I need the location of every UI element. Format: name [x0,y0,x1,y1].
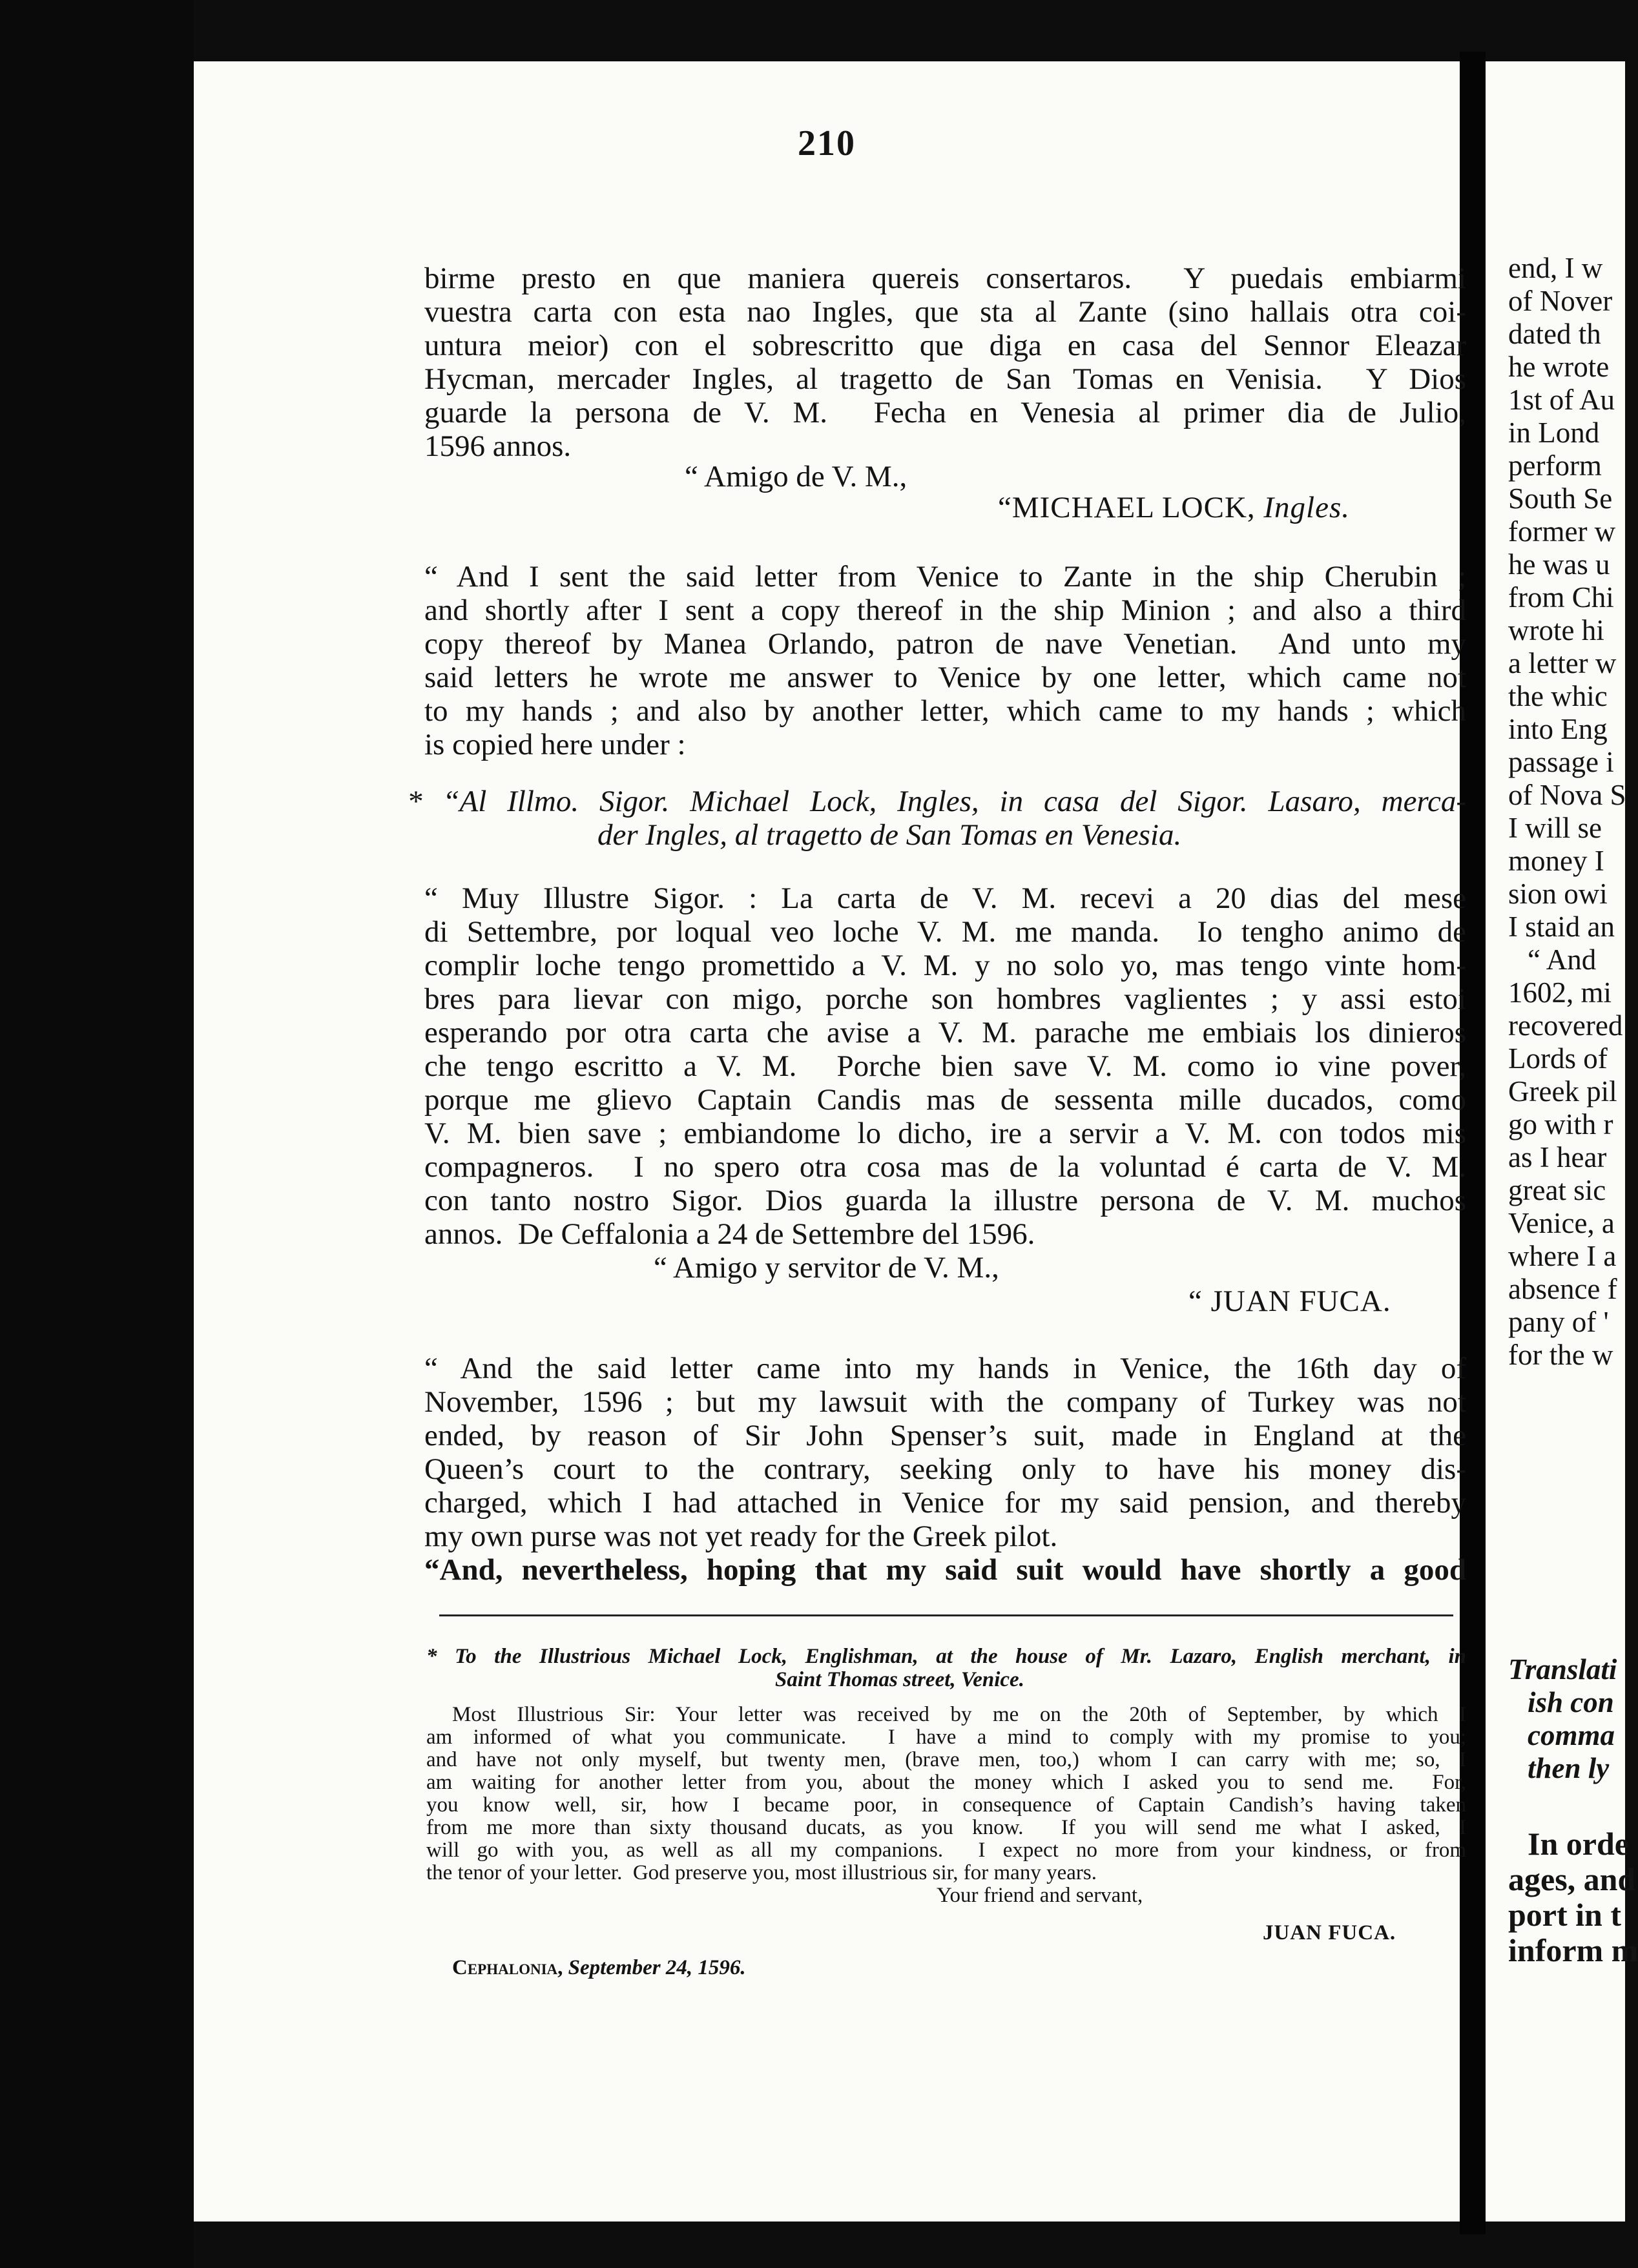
text-line: “ And the said letter came into my hands in Venice, the 16th day of [424,1352,1466,1385]
text-line: porque me glievo Captain Candis mas de sessenta mille ducados, como [424,1083,1466,1117]
right-text-line: I staid an [1508,911,1615,943]
text-line: “ And I sent the said letter from Venice to Zante in the ship Cherubin ; [424,560,1466,593]
right-text-line: wrote hi [1508,614,1604,646]
text-line: November, 1596 ; but my lawsuit with the company of Turkey was not [424,1385,1466,1419]
text-line: to my hands ; and also by another letter, which came to my hands ; which [424,694,1466,728]
signature [998,491,1350,524]
text-line: complir loche tengo promettido a V. M. y no solo yo, mas tengo vinte hom- [424,949,1466,982]
right-text-line: a letter w [1508,647,1617,679]
scan-border-left [0,0,194,2268]
right-text-line: ish con [1528,1686,1614,1718]
footnote-rule [439,1614,1453,1616]
text-line: compagneros. I no spero otra cosa mas de la voluntad é carta de V. M. [424,1150,1466,1184]
right-text-line: former w [1508,515,1616,548]
right-text-line: he wrote [1508,351,1610,383]
text-line: esperando por otra carta che avise a V. M. parache me embiais los dinieros [424,1016,1466,1049]
right-page [1486,61,1638,2222]
text-line: Queen’s court to the contrary, seeking only to have his money dis- [424,1452,1466,1486]
text-line: bres para lievar con migo, porche son hombres vaglientes ; y assi estoi [424,982,1466,1016]
right-text-line: as I hear [1508,1141,1607,1173]
footnote-heading: * To the Illustrious Michael Lock, Englishman, at the house of Mr. Lazaro, English merchant, in [426,1645,1466,1668]
salutation: “ Amigo y servitor de V. M., [654,1251,999,1284]
right-text-line: from Chi [1508,581,1614,613]
letter-address: der Ingles, al tragetto de San Tomas en Venesia. [597,818,1182,852]
text-line: is copied here under : [424,728,686,761]
footnote-dateline [452,1957,746,1979]
right-text-line: into Eng [1508,713,1608,745]
footnote-line: the tenor of your letter. God preserve you, most illustrious sir, for many years. [426,1861,1097,1884]
left-page-text [194,0,1466,2268]
right-text-line: he was u [1508,548,1610,581]
text-line: vuestra carta con esta nao Ingles, que sta al Zante (sino hallais otra coi- [424,295,1466,329]
right-text-line: In orde [1528,1826,1629,1862]
right-text-line: of Nover [1508,285,1613,317]
right-text-line: sion owi [1508,878,1608,910]
footnote-place: Cephalonia, [452,1956,563,1979]
signature-name: “MICHAEL LOCK, [998,491,1256,524]
text-line: copy thereof by Manea Orlando, patron de nave Venetian. And unto my [424,627,1466,661]
footnote-date: September 24, 1596. [568,1956,746,1979]
right-text-line: Venice, a [1508,1207,1615,1239]
text-line: Hycman, mercader Ingles, al tragetto de San Tomas en Venisia. Y Dios [424,362,1466,396]
right-text-line: Greek pil [1508,1075,1617,1108]
right-text-line: perform [1508,449,1602,482]
right-text-line: great sic [1508,1174,1606,1206]
signature-nationality: Ingles. [1263,491,1351,524]
right-text-line: of Nova S [1508,779,1626,811]
footnote-signature: JUAN FUCA. [1263,1921,1396,1944]
text-line: untura meior) con el sobrescritto que diga en casa del Sennor Eleazar [424,329,1466,362]
right-text-line: recovered [1508,1009,1623,1042]
text-line: annos. De Ceffalonia a 24 de Settembre del 1596. [424,1217,1035,1251]
text-line: 1596 annos. [424,429,572,463]
right-text-line: port in t [1508,1897,1621,1933]
text-line: birme presto en que maniera quereis consertaros. Y puedais embiarmi [424,262,1466,295]
letter-address: * “Al Illmo. Sigor. Michael Lock, Ingles, in casa del Sigor. Lasaro, merca- [407,785,1466,818]
right-text-line: then ly [1528,1752,1610,1784]
text-line: charged, which I had attached in Venice for my said pension, and thereby [424,1486,1466,1520]
right-text-line: the whic [1508,680,1608,712]
right-text-line: inform m [1508,1932,1638,1968]
footnote-line: from me more than sixty thousand ducats, as you know. If you will send me what I asked, I [426,1816,1466,1839]
text-line: “And, nevertheless, hoping that my said suit would have shortly a good [424,1553,1466,1587]
page-number: 210 [798,123,856,163]
text-line: di Settembre, por loqual veo loche V. M. me manda. Io tengho animo de [424,915,1466,949]
right-text-line: in Lond [1508,417,1600,449]
right-text-line: absence f [1508,1273,1617,1305]
right-text-line: passage i [1508,746,1614,778]
footnote-line: Most Illustrious Sir: Your letter was received by me on the 20th of September, by which I [452,1703,1466,1726]
right-text-line: go with r [1508,1108,1613,1140]
text-line: ended, by reason of Sir John Spenser’s suit, made in England at the [424,1419,1466,1452]
text-line: che tengo escritto a V. M. Porche bien save V. M. como io vine pover, [424,1049,1466,1083]
text-line: con tanto nostro Sigor. Dios guarda la illustre persona de V. M. muchos [424,1184,1466,1217]
right-text-line: where I a [1508,1240,1617,1272]
right-text-line: ages, and [1508,1861,1636,1897]
footnote-closing: Your friend and servant, [937,1884,1143,1907]
right-text-line: money I [1508,845,1604,877]
footnote-line: and have not only myself, but twenty men, (brave men, too,) whom I can carry with me; so, I [426,1748,1466,1771]
footnote-line: will go with you, as well as all my companions. I expect no more from your kindness, or from [426,1839,1466,1862]
right-text-line: South Se [1508,482,1613,515]
right-text-line: for the w [1508,1339,1613,1371]
text-line: “ Muy Illustre Sigor. : La carta de V. M. recevi a 20 dias del mese [424,881,1466,915]
footnote-heading: Saint Thomas street, Venice. [775,1668,1024,1691]
footnote-line: you know well, sir, how I became poor, in consequence of Captain Candish’s having taken [426,1793,1466,1817]
footnote-line: am waiting for another letter from you, about the money which I asked you to send me. For, [426,1771,1466,1794]
text-line: and shortly after I sent a copy thereof in the ship Minion ; and also a third [424,593,1466,627]
right-text-line: comma [1528,1719,1615,1751]
right-text-line: end, I w [1508,252,1603,284]
salutation: “ Amigo de V. M., [685,460,907,493]
signature: “ JUAN FUCA. [1188,1284,1391,1318]
right-text-line: Translati [1508,1653,1617,1686]
footnote-line: am informed of what you communicate. I have a mind to comply with my promise to you; [426,1726,1466,1749]
right-text-line: I will se [1508,812,1602,844]
right-text-line: “ And [1528,943,1597,976]
text-line: said letters he wrote me answer to Venice by one letter, which came not [424,661,1466,694]
text-line: my own purse was not yet ready for the Greek pilot. [424,1520,1058,1553]
right-text-line: 1602, mi [1508,976,1612,1009]
right-text-line: dated th [1508,318,1601,350]
text-line: V. M. bien save ; embiandome lo dicho, ire a servir a V. M. con todos mis [424,1117,1466,1150]
right-text-line: pany of ' [1508,1306,1609,1338]
text-line: guarde la persona de V. M. Fecha en Venesia al primer dia de Julio, [424,396,1466,429]
right-text-line: 1st of Au [1508,384,1615,416]
right-text-line: Lords of [1508,1042,1608,1075]
